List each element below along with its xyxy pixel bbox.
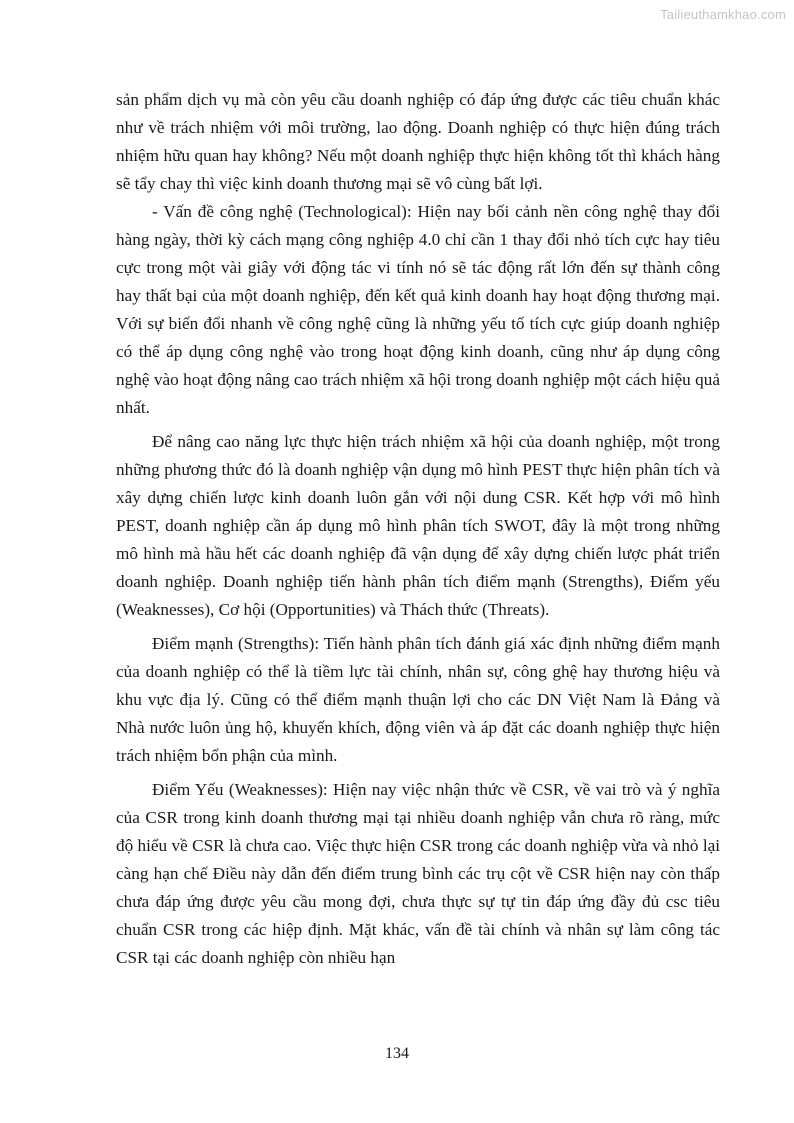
paragraph-technological: - Vấn đề công nghệ (Technological): Hiện nay bối cảnh nền công nghệ thay đổi hàng ngày, thời kỳ cách mạng công nghiệp 4.0 chỉ cần 1 thay đổi nhỏ tích cực hay tiêu cực trong một vài giây với động tác vi tính nó sẽ tác động rất lớn đến sự thành công hay thất bại của một doanh nghiệp, đến kết quả kinh doanh hay hoạt động thương mại. Với sự biến đổi nhanh về công nghệ cũng là những yếu tố tích cực giúp doanh nghiệp có thể áp dụng công nghệ vào trong hoạt động kinh doanh, cũng như áp dụng công nghệ vào hoạt động nâng cao trách nhiệm xã hội trong doanh nghiệp một cách hiệu quả nhất. [116, 202, 720, 417]
paragraph-weaknesses: Điểm Yếu (Weaknesses): Hiện nay việc nhận thức về CSR, về vai trò và ý nghĩa của CSR trong kinh doanh thương mại tại nhiều doanh nghiệp vẫn chưa rõ ràng, mức độ hiểu về CSR là chưa cao. Việc thực hiện CSR trong các doanh nghiệp vừa và nhỏ lại càng hạn chế Điều này dẫn đến điểm trung bình các trụ cột về CSR hiện nay còn thấp chưa đáp ứng được yêu cầu mong đợi, chưa thực sự tự tin đáp ứng đầy đủ csc tiêu chuẩn CSR trong các hiệp định. Mặt khác, vấn đề tài chính và nhân sự làm công tác CSR tại các doanh nghiệp còn nhiều hạn [116, 780, 720, 967]
page-body [116, 86, 720, 972]
watermark: Tailieuthamkhao.com [660, 7, 786, 22]
paragraph-strengths: Điểm mạnh (Strengths): Tiến hành phân tích đánh giá xác định những điểm mạnh của doanh nghiệp có thể là tiềm lực tài chính, nhân sự, công ghệ hay thương hiệu và khu vực địa lý. Cũng có thể điểm mạnh thuận lợi cho các DN Việt Nam là Đảng và Nhà nước luôn ủng hộ, khuyến khích, động viên và áp đặt các doanh nghiệp thực hiện trách nhiệm bổn phận của mình. [116, 634, 720, 765]
paragraph-pest-swot: Để nâng cao năng lực thực hiện trách nhiệm xã hội của doanh nghiệp, một trong những phương thức đó là doanh nghiệp vận dụng mô hình PEST thực hiện phân tích và xây dựng chiến lược kinh doanh luôn gắn với nội dung CSR. Kết hợp với mô hình PEST, doanh nghiệp cần áp dụng mô hình phân tích SWOT, đây là một trong những mô hình mà hầu hết các doanh nghiệp đã vận dụng để xây dựng chiến lược phát triển doanh nghiệp. Doanh nghiệp tiến hành phân tích điểm mạnh (Strengths), Điểm yếu (Weaknesses), Cơ hội (Opportunities) và Thách thức (Threats). [116, 432, 720, 619]
paragraph-continuation: sản phẩm dịch vụ mà còn yêu cầu doanh nghiệp có đáp ứng được các tiêu chuẩn khác như về trách nhiệm với môi trường, lao động. Doanh nghiệp có thực hiện đúng trách nhiệm hữu quan hay không? Nếu một doanh nghiệp thực hiện không tốt thì khách hàng sẽ tẩy chay thì việc kinh doanh thương mại sẽ vô cùng bất lợi. [116, 90, 720, 193]
page-number: 134 [385, 1045, 409, 1062]
